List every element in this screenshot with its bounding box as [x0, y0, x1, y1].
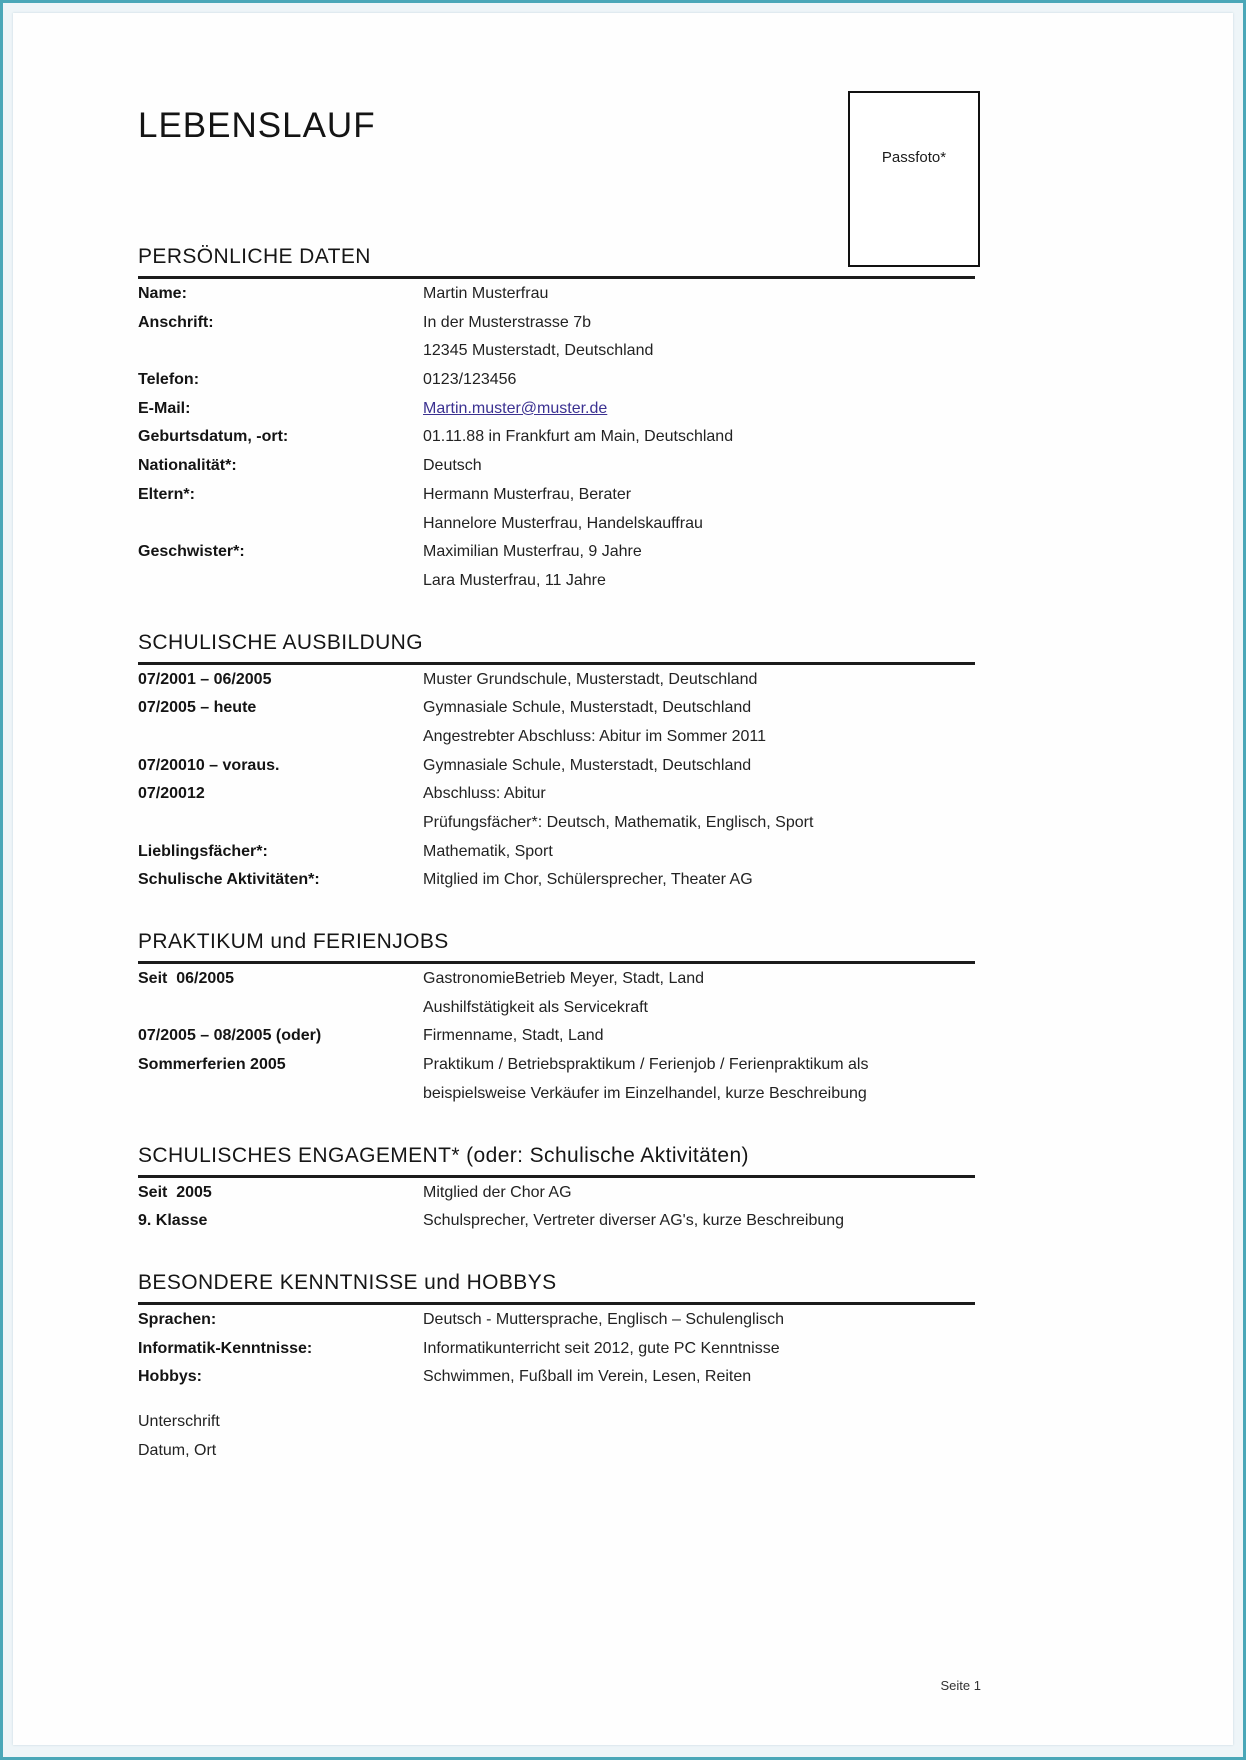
field-row: [138, 1056, 975, 1085]
field-value: Mitglied der Chor AG: [423, 1183, 572, 1201]
section-heading: SCHULISCHES ENGAGEMENT* (oder: Schulische Aktivitäten): [138, 1143, 749, 1167]
field-row: [138, 314, 975, 343]
section: [138, 245, 975, 601]
field-value: 01.11.88 in Frankfurt am Main, Deutschland: [423, 428, 734, 446]
section-heading: PRAKTIKUM und FERIENJOBS: [138, 930, 449, 954]
section: [138, 930, 975, 1113]
field-row: [138, 515, 975, 544]
field-label: 07/20010 – voraus.: [138, 756, 280, 774]
field-value: Hannelore Musterfrau, Handelskauffrau: [423, 514, 703, 532]
section-divider: [138, 1302, 975, 1305]
field-row: [138, 457, 975, 486]
field-row: [138, 371, 975, 400]
field-value: Mathematik, Sport: [423, 842, 553, 860]
field-label: Hobbys:: [138, 1368, 202, 1386]
section-rows: [138, 970, 975, 1113]
field-value: Informatikunterricht seit 2012, gute PC Kenntnisse: [423, 1339, 780, 1357]
field-row: [138, 1311, 975, 1340]
section-divider: [138, 961, 975, 964]
field-value: Lara Musterfrau, 11 Jahre: [423, 571, 606, 589]
field-value: Muster Grundschule, Musterstadt, Deutschland: [423, 670, 758, 688]
field-value: Martin Musterfrau: [423, 285, 549, 302]
field-label: Name:: [138, 285, 187, 302]
field-value: Abschluss: Abitur: [423, 785, 546, 803]
field-row: [138, 843, 975, 872]
section-heading: PERSÖNLICHE DATEN: [138, 245, 371, 268]
field-value: Deutsch: [423, 457, 482, 475]
passfoto-label: Passfoto*: [881, 149, 947, 166]
section-divider: [138, 1175, 975, 1178]
field-label: Geburtsdatum, -ort:: [138, 428, 289, 446]
section-rows: [138, 1184, 975, 1241]
field-value: 12345 Musterstadt, Deutschland: [423, 342, 654, 360]
field-label: 9. Klasse: [138, 1212, 208, 1230]
field-row: [138, 1340, 975, 1369]
field-value: Gymnasiale Schule, Musterstadt, Deutschland: [423, 756, 752, 774]
field-label: Sommerferien 2005: [138, 1056, 286, 1074]
field-label: 07/20012: [138, 785, 205, 803]
field-row: [138, 1212, 975, 1241]
field-label: Geschwister*:: [138, 543, 245, 561]
field-value: beispielsweise Verkäufer im Einzelhandel, kurze Beschreibung: [423, 1084, 867, 1102]
field-row: [138, 671, 975, 700]
field-value: Schwimmen, Fußball im Verein, Lesen, Reiten: [423, 1368, 752, 1386]
field-row: [138, 285, 975, 314]
field-value: Angestrebter Abschluss: Abitur im Sommer 2011: [423, 727, 766, 745]
field-row: [138, 400, 975, 429]
field-label: Anschrift:: [138, 313, 214, 331]
field-label: E-Mail:: [138, 399, 191, 417]
field-label: 07/2005 – heute: [138, 699, 257, 717]
field-label: 07/2001 – 06/2005: [138, 670, 272, 688]
field-value: Praktikum / Betriebspraktikum / Ferienjob / Ferienpraktikum als: [423, 1056, 869, 1074]
field-row: [138, 970, 975, 999]
field-value: 0123/123456: [423, 371, 517, 389]
field-value: Mitglied im Chor, Schülersprecher, Theater AG: [423, 871, 753, 889]
section: [138, 1144, 975, 1241]
field-label: Seit 2005: [138, 1183, 212, 1201]
resume-sheet: [13, 13, 1233, 1745]
field-label: Nationalität*:: [138, 457, 237, 475]
field-row: [138, 785, 975, 814]
field-row: [138, 871, 975, 900]
field-label: Informatik-Kenntnisse:: [138, 1339, 313, 1357]
field-row: [138, 728, 975, 757]
field-label: 07/2005 – 08/2005 (oder): [138, 1027, 322, 1045]
signature-block: [138, 1413, 975, 1470]
field-label: Schulische Aktivitäten*:: [138, 871, 320, 889]
field-value: GastronomieBetrieb Meyer, Stadt, Land: [423, 970, 705, 988]
email-link[interactable]: Martin.muster@muster.de: [423, 399, 608, 417]
field-label: Eltern*:: [138, 485, 195, 503]
section-rows: [138, 671, 975, 901]
field-row: [138, 699, 975, 728]
field-row: [138, 342, 975, 371]
field-value: Maximilian Musterfrau, 9 Jahre: [423, 543, 642, 561]
resume-content: [138, 13, 975, 1745]
signature-label: Unterschrift: [138, 1412, 220, 1430]
field-row: [138, 1368, 975, 1397]
section-divider: [138, 662, 975, 665]
field-value: [423, 400, 975, 418]
section-heading: SCHULISCHE AUSBILDUNG: [138, 630, 423, 654]
field-row: [138, 543, 975, 572]
field-label: Telefon:: [138, 371, 200, 389]
field-row: [138, 1027, 975, 1056]
field-value: Firmenname, Stadt, Land: [423, 1027, 604, 1045]
sections-container: [138, 245, 975, 1397]
page-title: LEBENSLAUF: [138, 106, 376, 145]
section-rows: [138, 285, 975, 601]
field-row: [138, 486, 975, 515]
field-row: [138, 1085, 975, 1114]
field-label: Seit 06/2005: [138, 970, 235, 988]
field-row: [138, 814, 975, 843]
field-value: In der Musterstrasse 7b: [423, 313, 592, 331]
field-row: [138, 572, 975, 601]
field-value: Schulsprecher, Vertreter diverser AG's, kurze Beschreibung: [423, 1212, 845, 1230]
field-label: Lieblingsfächer*:: [138, 842, 268, 860]
section-divider: [138, 276, 975, 279]
field-row: [138, 999, 975, 1028]
section: [138, 631, 975, 901]
section: [138, 1271, 975, 1397]
field-value: Hermann Musterfrau, Berater: [423, 485, 632, 503]
page-number: Seite 1: [940, 1678, 981, 1693]
field-value: Gymnasiale Schule, Musterstadt, Deutschland: [423, 699, 752, 717]
field-row: [138, 1184, 975, 1213]
field-row: [138, 757, 975, 786]
section-rows: [138, 1311, 975, 1397]
field-value: Deutsch - Muttersprache, Englisch – Schulenglisch: [423, 1310, 785, 1328]
field-row: [138, 428, 975, 457]
field-value: Aushilfstätigkeit als Servicekraft: [423, 998, 648, 1016]
date-place-label: Datum, Ort: [138, 1441, 217, 1459]
field-value: Prüfungsfächer*: Deutsch, Mathematik, Englisch, Sport: [423, 814, 814, 831]
field-label: Sprachen:: [138, 1310, 217, 1328]
section-heading: BESONDERE KENNTNISSE und HOBBYS: [138, 1270, 557, 1294]
